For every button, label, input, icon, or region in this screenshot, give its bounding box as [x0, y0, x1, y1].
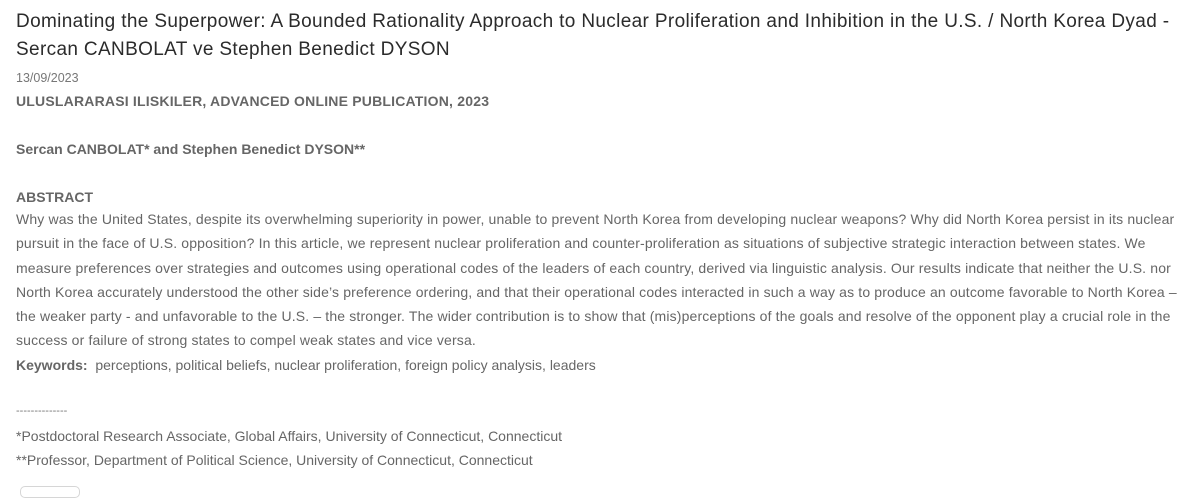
- cut-off-button[interactable]: [20, 486, 80, 498]
- keywords-label: Keywords:: [16, 356, 88, 373]
- publication-date: 13/09/2023: [16, 71, 79, 85]
- footnote-separator: --------------: [16, 404, 68, 417]
- keywords-value: perceptions, political beliefs, nuclear proliferation, foreign policy analysis, leaders: [95, 356, 596, 373]
- journal-name: ULUSLARARASI ILISKILER, ADVANCED ONLINE PUBLICATION, 2023: [16, 93, 490, 109]
- footnote-1: *Postdoctoral Research Associate, Global Affairs, University of Connecticut, Connecticut: [16, 427, 563, 444]
- footnotes: [16, 424, 1188, 473]
- abstract-text: Why was the United States, despite its overwhelming superiority in power, unable to prevent North Korea from developing nuclear weapons? Why did North Korea persist in its nuclear pursuit in the face of U.S. opposition? In this article, we represent nuclear proliferation and counter-proliferation as situations of subjective strategic interaction between states. We measure preferences over strategies and outcomes using operational codes of the leaders of each country, derived via linguistic analysis. Our results indicate that neither the U.S. nor North Korea accurately understood the other side’s preference ordering, and that their operational codes interacted in such a way as to produce an outcome favorable to North Korea – the weaker party - and unfavorable to the U.S. – the stronger. The wider contribution is to show that (mis)perceptions of the goals and resolve of the opponent play a crucial role in the success or failure of strong states to compel weak states and vice versa.: [16, 211, 1177, 349]
- article-container: [16, 8, 1188, 473]
- article-title: Dominating the Superpower: A Bounded Rationality Approach to Nuclear Proliferation and Inhibition in the U.S. / North Korea Dyad - Sercan CANBOLAT ve Stephen Benedict DYSON: [16, 11, 1170, 60]
- authors-line: Sercan CANBOLAT* and Stephen Benedict DYSON**: [16, 141, 366, 157]
- abstract-heading: ABSTRACT: [16, 189, 93, 205]
- keywords-line: [16, 353, 1188, 377]
- footnote-2: **Professor, Department of Political Science, University of Connecticut, Connecticut: [16, 452, 533, 469]
